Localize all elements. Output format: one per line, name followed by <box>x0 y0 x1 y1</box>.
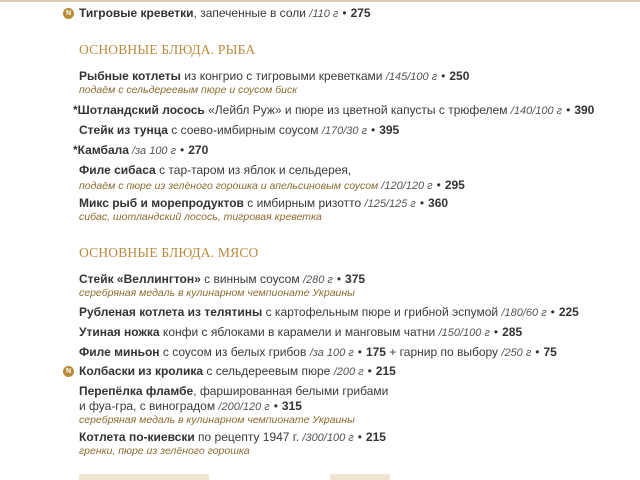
item-price: 215 <box>365 430 386 444</box>
separator-dot: • <box>436 178 441 192</box>
item-price: 315 <box>281 399 302 413</box>
separator-dot: • <box>441 69 446 83</box>
item-weight: /140/100 г <box>510 105 563 117</box>
item-note: серебряная медаль в кулинарном чемпионате Украины <box>79 414 355 426</box>
section-title-meat: ОСНОВНЫЕ БЛЮДА. МЯСО <box>79 245 259 260</box>
separator-dot: • <box>342 6 347 20</box>
item-weight: /за 100 г <box>128 145 177 157</box>
separator-dot: • <box>273 399 278 413</box>
item-note: серебряная медаль в кулинарном чемпионате Украины <box>79 287 355 299</box>
menu-item-filet-mignon <box>0 345 640 360</box>
item-desc: , фаршированная белыми грибами <box>193 384 389 398</box>
star-mark: * <box>73 143 78 157</box>
item-desc: с картофельным пюре и грибной эспумой <box>262 305 502 319</box>
item-weight: /300/100 г <box>302 432 354 444</box>
separator-dot: • <box>535 345 540 359</box>
item-extra: + гарнир по выбору <box>385 345 502 359</box>
menu-item-veal-cutlet <box>0 305 640 320</box>
top-border <box>0 0 640 2</box>
item-weight: /145/100 г <box>385 71 438 83</box>
item-name: Утиная ножка <box>79 325 160 339</box>
item-name: Филе сибаса <box>79 163 156 177</box>
item-desc: с соусом из белых грибов <box>159 345 310 359</box>
item-desc: с имбирным ризотто <box>243 196 365 210</box>
menu-item-salmon <box>0 103 640 118</box>
separator-dot: • <box>180 143 185 157</box>
item-name: Тигровые креветки <box>79 6 194 20</box>
item-price: 175 <box>365 345 386 359</box>
item-price: 250 <box>449 69 470 83</box>
item-price: 270 <box>188 143 209 157</box>
item-note: подаём с сельдереевым пюре и соусом биск <box>79 84 298 96</box>
item-name: Котлета по-киевски <box>79 430 195 444</box>
menu-item-tiger-shrimp <box>0 6 640 21</box>
new-badge-icon: N <box>63 8 74 19</box>
item-desc: , запеченные в соли <box>193 6 306 20</box>
item-weight: /280 г <box>302 274 333 286</box>
item-note: гренки, пюре из зелёного горошка <box>79 445 250 457</box>
separator-dot: • <box>419 196 425 210</box>
item-name: Микс рыб и морепродуктов <box>79 196 244 210</box>
menu-item-flounder <box>0 143 640 158</box>
item-desc: из конгрио с тигровыми креветками <box>180 69 386 83</box>
separator-dot: • <box>336 272 342 286</box>
item-weight: /120/120 г <box>378 180 433 192</box>
menu-item-fish-cutlets <box>0 69 640 97</box>
item-weight: /150/100 г <box>438 327 490 339</box>
item-weight: /110 г <box>309 8 339 20</box>
item-desc: с соево-имбирным соусом <box>167 123 322 137</box>
menu-item-rabbit-sausages <box>0 364 640 379</box>
item-desc: с винным соусом <box>200 272 303 286</box>
item-name: Камбала <box>77 143 129 157</box>
item-desc: «Лейбл Руж» и пюре из цветной капусты с трюфелем <box>204 103 511 117</box>
item-price-extra: 75 <box>543 345 557 359</box>
section-title-fish: ОСНОВНЫЕ БЛЮДА. РЫБА <box>79 42 256 57</box>
item-price: 295 <box>444 178 465 192</box>
item-desc: по рецепту 1947 г. <box>194 430 303 444</box>
item-name: Филе миньон <box>79 345 160 359</box>
star-mark: * <box>73 103 78 117</box>
item-price: 275 <box>350 6 371 20</box>
item-weight: /200 г <box>333 366 364 378</box>
item-price: 360 <box>428 196 449 210</box>
separator-dot: • <box>566 103 571 117</box>
cut-off-heading <box>79 474 209 480</box>
menu-item-quail <box>0 384 640 427</box>
item-name: Рубленая котлета из телятины <box>79 305 263 319</box>
menu-item-fish-mix <box>0 196 640 224</box>
separator-dot: • <box>493 325 499 339</box>
item-weight: /125/125 г <box>364 198 416 210</box>
separator-dot: • <box>357 430 362 444</box>
item-weight: /170/30 г <box>321 125 367 137</box>
item-name: Стейк из тунца <box>79 123 168 137</box>
item-weight: /180/60 г <box>501 307 547 319</box>
item-desc: конфи с яблоками в карамели и манговым чатни <box>159 325 439 339</box>
item-price: 395 <box>379 123 400 137</box>
item-name: Стейк «Веллингтон» <box>79 272 201 286</box>
menu-item-wellington <box>0 272 640 300</box>
item-desc: с тар-таром из яблок и сельдерея, <box>155 163 352 177</box>
item-name: Колбаски из кролика <box>79 364 204 378</box>
menu-item-duck-leg <box>0 325 640 340</box>
separator-dot: • <box>357 345 362 359</box>
item-extra-weight: /250 г <box>501 347 532 359</box>
item-desc-cont: и фуа-гра, с виноградом <box>79 399 219 413</box>
item-price: 390 <box>574 103 595 117</box>
item-note: подаём с пюре из зелёного горошка и апельсиновым соусом <box>79 180 379 192</box>
item-name: Перепёлка фламбе <box>79 384 194 398</box>
item-price: 375 <box>345 272 366 286</box>
item-price: 215 <box>375 364 396 378</box>
separator-dot: • <box>550 305 555 319</box>
item-name: Рыбные котлеты <box>79 69 181 83</box>
menu-item-seabass <box>0 163 640 193</box>
item-name: Шотландский лосось <box>77 103 205 117</box>
item-weight: /200/120 г <box>218 401 270 413</box>
item-weight: /за 100 г <box>309 347 354 359</box>
item-desc: с сельдереевым пюре <box>203 364 334 378</box>
new-badge-icon: N <box>63 366 74 377</box>
separator-dot: • <box>371 123 376 137</box>
menu-item-chicken-kiev <box>0 430 640 458</box>
item-price: 225 <box>558 305 579 319</box>
item-price: 285 <box>502 325 523 339</box>
item-note: сибас, шотландский лосось, тигровая креветка <box>79 211 322 223</box>
cut-off-heading-part <box>330 474 390 480</box>
separator-dot: • <box>367 364 372 378</box>
menu-item-tuna-steak <box>0 123 640 138</box>
